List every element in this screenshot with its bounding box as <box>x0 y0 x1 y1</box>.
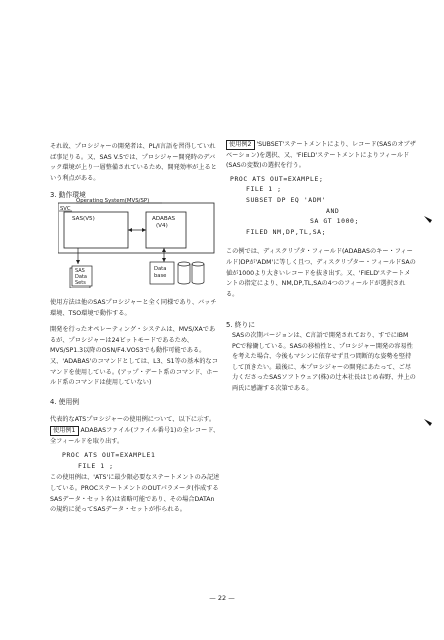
left-column-top <box>50 142 220 201</box>
example-1-code-line1: PROC ATS OUT=EXAMPLE1 <box>62 451 156 460</box>
example-2-text: 'SUBSET'ステートメントにより、レコード(SASのオブザベーション)を選択、又、'FIELD'ステートメントによりフィールド(SASの変数)の選択を行う。 <box>226 141 416 170</box>
os-box <box>58 203 214 253</box>
svg-text:Data: Data <box>75 274 87 280</box>
intro-paragraph: それ故、プロシジャーの開発者は、PL/I言語を習得していれば事足りる。又、SAS V.5では、プロシジャー開発時のデバック環境が上り一層整備されているため、開発効率が上るという利点がある。 <box>50 143 217 182</box>
left-column-bottom <box>50 298 220 516</box>
page-number: — 22 — <box>209 594 235 602</box>
section-3-heading: 3. 動作環境 <box>50 191 86 200</box>
environment-diagram <box>58 196 218 288</box>
example-2-code-line5: SA GT 1000; <box>310 217 359 226</box>
sas-label: SAS(V5) <box>72 216 95 222</box>
margin-mark-bottom <box>424 417 434 427</box>
section-4-heading: 4. 使用例 <box>50 397 80 406</box>
example-2-tag: 使用例2 <box>226 140 255 150</box>
svg-text:SAS: SAS <box>75 268 85 274</box>
svc-label: SVC <box>60 206 71 212</box>
closing-paragraph: SASの次期バージョンは、C言語で開発されており、すでにIBM PCで稼働している。SASの移植性と、プロシジャー開発の容易性を考えた場合、今後もマシンに依存せず且つ間断的な姿勢を堅持して頂きたい。最後に、本プロシジャーの開発にあたって、ご尽力くださったSASソフトウェア(株)の辻本社長はじめ春野、井上の両氏に感謝する次第である。 <box>232 331 416 392</box>
os-paragraph: 開発を行ったオペレーティング・システムは、MVS/XAであるが、プロシジャーは24ビットモードであるため、MVS/SP1.3以降のOSN/F4.VOS3でも動作可能である。又、'ADABAS'のコマンドとしては、L3、S1等の基本的なコマンドを使用している。(アップ・デート系のコマンド、ホールド系のコマンドは使用していない) <box>50 326 219 387</box>
examples-intro: 代表的なATSプロシジャーの使用例について、以下に示す。 <box>50 416 216 424</box>
example-1-tag: 使用例1 <box>50 426 79 436</box>
example-1-explanation: この使用例は、'ATS'に最少限必要なステートメントのみ記述している。PROCステートメントのOUTパラメータ(作成するSASデータ・セット名)は省略可能であり、その場合DATAnの規約に従ってSASデータ・セットが作られる。 <box>50 474 220 514</box>
svg-text:Data: Data <box>154 266 167 272</box>
example-2-code-line2: FILE 1 ; <box>246 185 282 194</box>
example-2-code-line4: AND <box>326 206 340 215</box>
example-2-code-line3: SUBSET DP EQ 'ADM' <box>246 195 327 204</box>
example-1-code-line2: FILE 1 ; <box>78 461 114 470</box>
adabas-label: ADABAS <box>152 216 176 222</box>
margin-mark-top <box>424 214 434 224</box>
os-label: Operating System(MVS/SP) <box>76 198 150 204</box>
example-2-explanation: この例では、ディスクリプタ・フィールド(ADABASのキー・フィールド)DPが'ADM'に等しく且つ、ディスクリプター・フィールドSAの値が1000より大きいレコードを抜き出す。又、'FIELD'ステートメントの指定により、NM,DP,TL,SAの4つのフィールドが選択される。 <box>226 248 416 298</box>
example-1-text: ADABASファイル(ファイル番号1)の全レコード、全フィールドを取り出す。 <box>50 426 220 445</box>
svg-text:Sets: Sets <box>75 280 86 286</box>
usage-paragraph: 使用方法は他のSASプロシジャーと全く同様であり、バッチ環境、TSO環境で動作する。 <box>50 299 217 317</box>
example-2 <box>226 140 416 172</box>
example-2-code-line1: PROC ATS OUT=EXAMPLE; <box>230 174 324 183</box>
svg-text:base: base <box>154 273 167 279</box>
adabas-version: (V4) <box>156 223 168 229</box>
right-column <box>226 140 416 394</box>
section-5-heading: 5. 終りに <box>226 321 256 330</box>
example-2-code-line6: FILED NM,DP,TL,SA; <box>246 227 327 236</box>
example-1 <box>50 426 220 447</box>
